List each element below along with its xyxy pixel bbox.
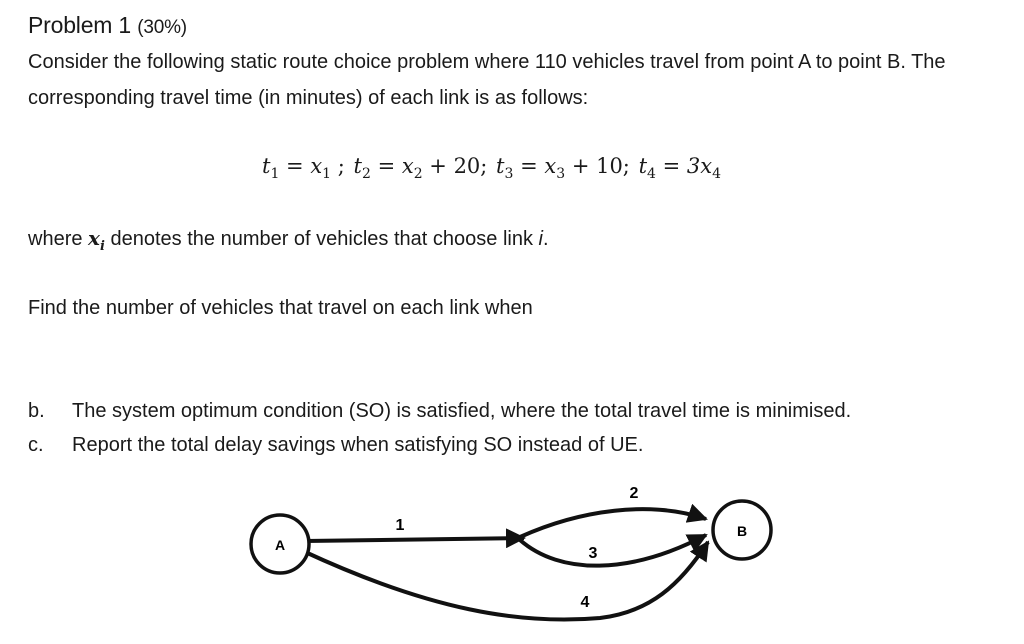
svg-text:A: A xyxy=(274,537,286,553)
equation-t3: $t_3 = x_3 + 10$; xyxy=(496,154,637,183)
item-text: The system optimum condition (SO) is satisfied, where the total travel time is minimised. xyxy=(72,400,852,422)
item-text: Report the total delay savings when satisfying SO instead of UE. xyxy=(72,434,644,456)
svg-text:B: B xyxy=(736,523,748,539)
equation-t4: $t_4 = 3x_4$ xyxy=(638,154,722,183)
link-1-label: 1 xyxy=(395,517,405,534)
node-b xyxy=(713,501,771,559)
link-2-edge xyxy=(520,509,706,537)
link-2-label: 2 xyxy=(629,485,639,502)
problem-title: Problem 1 xyxy=(28,12,132,38)
link-4-label: 4 xyxy=(580,594,590,611)
equation-t2: $t_2 = x_2 + 20$; xyxy=(353,154,495,183)
link-4-edge xyxy=(303,542,708,620)
variable-definition: where $x_i$ denotes the number of vehicles that choose link i. xyxy=(28,226,549,254)
link-3-label: 3 xyxy=(588,545,598,562)
find-prompt: Find the number of vehicles that travel on each link when xyxy=(28,297,533,319)
equation-t1: $t_1 = x_1$ ; xyxy=(262,154,352,183)
item-letter: b. xyxy=(28,400,45,422)
node-a xyxy=(251,515,309,573)
item-letter: c. xyxy=(28,434,44,456)
link-3-edge xyxy=(520,535,706,566)
link-1-edge xyxy=(305,538,524,541)
problem-weight: (30%) xyxy=(137,17,187,38)
problem-intro: Consider the following static route choice problem where 110 vehicles travel from point A to point B. The corresponding travel time (in minutes) of each link is as follows: xyxy=(28,51,946,109)
